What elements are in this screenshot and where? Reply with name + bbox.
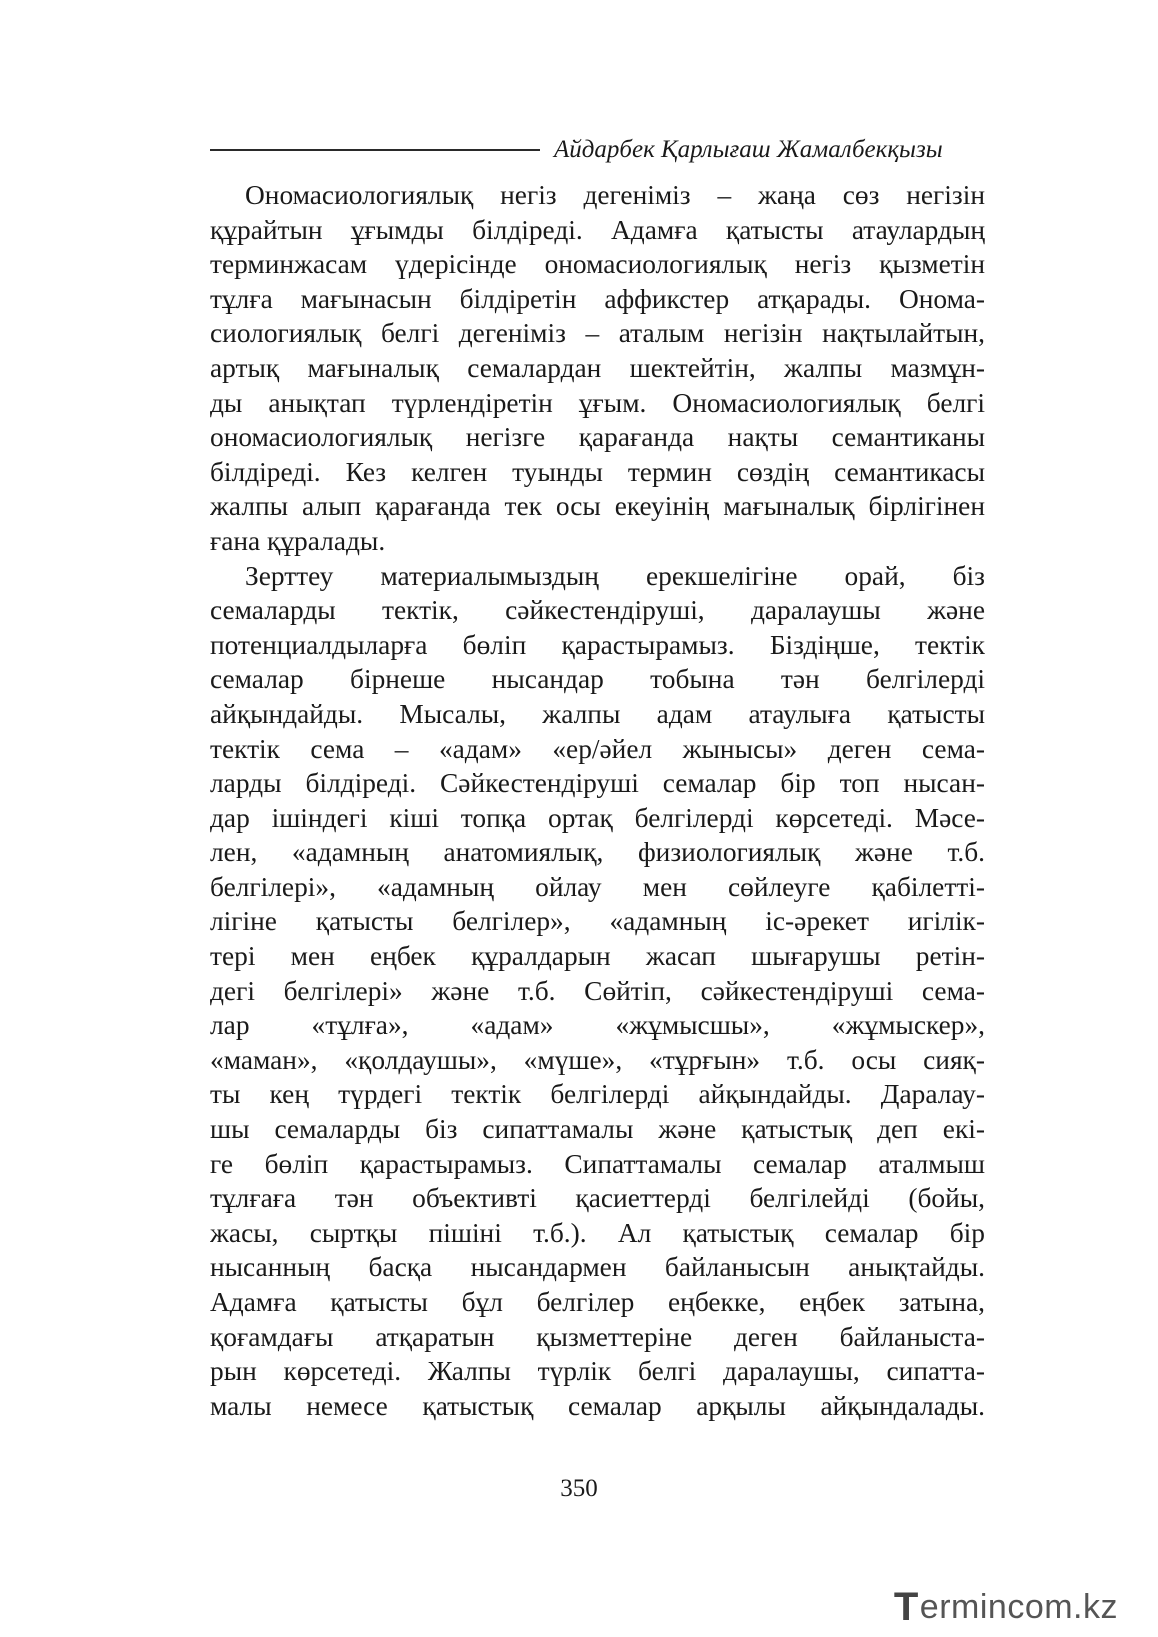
text-line: дегі белгілері» және т.б. Сөйтіп, сәйкестендіруші сема-: [210, 975, 985, 1006]
text-line: ды анықтап түрлендіретін ұғым. Ономасиологиялық белгі: [210, 387, 985, 418]
text-line: айқындайды. Мысалы, жалпы адам атаулыға қатысты: [210, 698, 985, 729]
text-line: рын көрсетеді. Жалпы түрлік белгі даралаушы, сипатта-: [210, 1356, 985, 1387]
watermark-logo-letter: T: [893, 1585, 919, 1629]
text-line: нысанның басқа нысандармен байланысын анықтайды.: [210, 1252, 985, 1283]
text-line: терминжасам үдерісінде ономасиологиялық негіз қызметін: [210, 249, 985, 280]
text-line: лар «тұлға», «адам» «жұмысшы», «жұмыскер»,: [210, 1010, 985, 1041]
text-line: Адамға қатысты бұл белгілер еңбекке, еңбек затына,: [210, 1287, 985, 1317]
text-line: ономасиологиялық негізге қарағанда нақты семантиканы: [210, 422, 985, 453]
text-line: малы немесе қатыстық семалар арқылы айқындалады.: [210, 1390, 985, 1421]
site-watermark: [894, 1585, 1118, 1630]
text-line: «маман», «қолдаушы», «мүше», «тұрғын» т.б. осы сияқ-: [210, 1044, 985, 1075]
text-line: жасы, сыртқы пішіні т.б.). Ал қатыстық семалар бір: [210, 1217, 985, 1248]
text-line: Ономасиологиялық негіз дегеніміз – жаңа сөз негізін: [245, 180, 985, 210]
body-text: [210, 178, 985, 1423]
text-line: сиологиялық белгі дегеніміз – аталым негізін нақтылайтын,: [210, 318, 985, 349]
text-line: ге бөліп қарастырамыз. Сипаттамалы семалар аталмыш: [210, 1148, 985, 1179]
page-number: 350: [560, 1475, 598, 1502]
text-line: қоғамдағы атқаратын қызметтеріне деген байланыста-: [210, 1321, 985, 1352]
text-line: лен, «адамның анатомиялық, физиологиялық және т.б.: [210, 837, 985, 868]
running-header: [210, 132, 985, 168]
text-line: ты кең түрдегі тектік белгілерді айқындайды. Даралау-: [210, 1079, 985, 1110]
watermark-text: ermincom.kz: [919, 1588, 1118, 1626]
text-line: Зерттеу материалымыздың ерекшелігіне орай, біз: [245, 560, 985, 591]
text-line: тұлға мағынасын білдіретін аффикстер атқарады. Онома-: [210, 283, 985, 314]
text-line: ғана құралады.: [210, 525, 386, 556]
text-line: семаларды тектік, сәйкестендіруші, даралаушы және: [210, 595, 985, 626]
text-line: тері мен еңбек құралдарын жасап шығарушы ретін-: [210, 941, 985, 972]
text-line: шы семаларды біз сипаттамалы және қатыстық деп екі-: [210, 1114, 985, 1145]
header-rule: [210, 149, 540, 151]
text-line: потенциалдыларға бөліп қарастырамыз. Біздіңше, тектік: [210, 629, 985, 660]
text-line: дар ішіндегі кіші топқа ортақ белгілерді көрсетеді. Мәсе-: [210, 802, 985, 833]
text-line: құрайтын ұғымды білдіреді. Адамға қатысты атаулардың: [210, 214, 985, 245]
text-line: артық мағыналық семалардан шектейтін, жалпы мазмұн-: [210, 352, 985, 383]
text-line: лігіне қатысты белгілер», «адамның іс-әрекет игілік-: [210, 906, 985, 937]
text-line: жалпы алып қарағанда тек осы екеуінің мағыналық бірлігінен: [210, 491, 985, 522]
header-author: Айдарбек Қарлығаш Жамалбекқызы: [554, 136, 943, 163]
text-line: тектік сема – «адам» «ер/әйел жынысы» деген сема-: [210, 733, 985, 764]
text-line: белгілері», «адамның ойлау мен сөйлеуге қабілетті-: [210, 871, 985, 902]
text-line: тұлғаға тән объективті қасиеттерді белгілейді (бойы,: [210, 1183, 985, 1214]
text-line: семалар бірнеше нысандар тобына тән белгілерді: [210, 664, 985, 695]
text-line: ларды білдіреді. Сәйкестендіруші семалар бір топ нысан-: [210, 768, 985, 799]
text-line: білдіреді. Кез келген туынды термин сөздің семантикасы: [210, 456, 985, 487]
